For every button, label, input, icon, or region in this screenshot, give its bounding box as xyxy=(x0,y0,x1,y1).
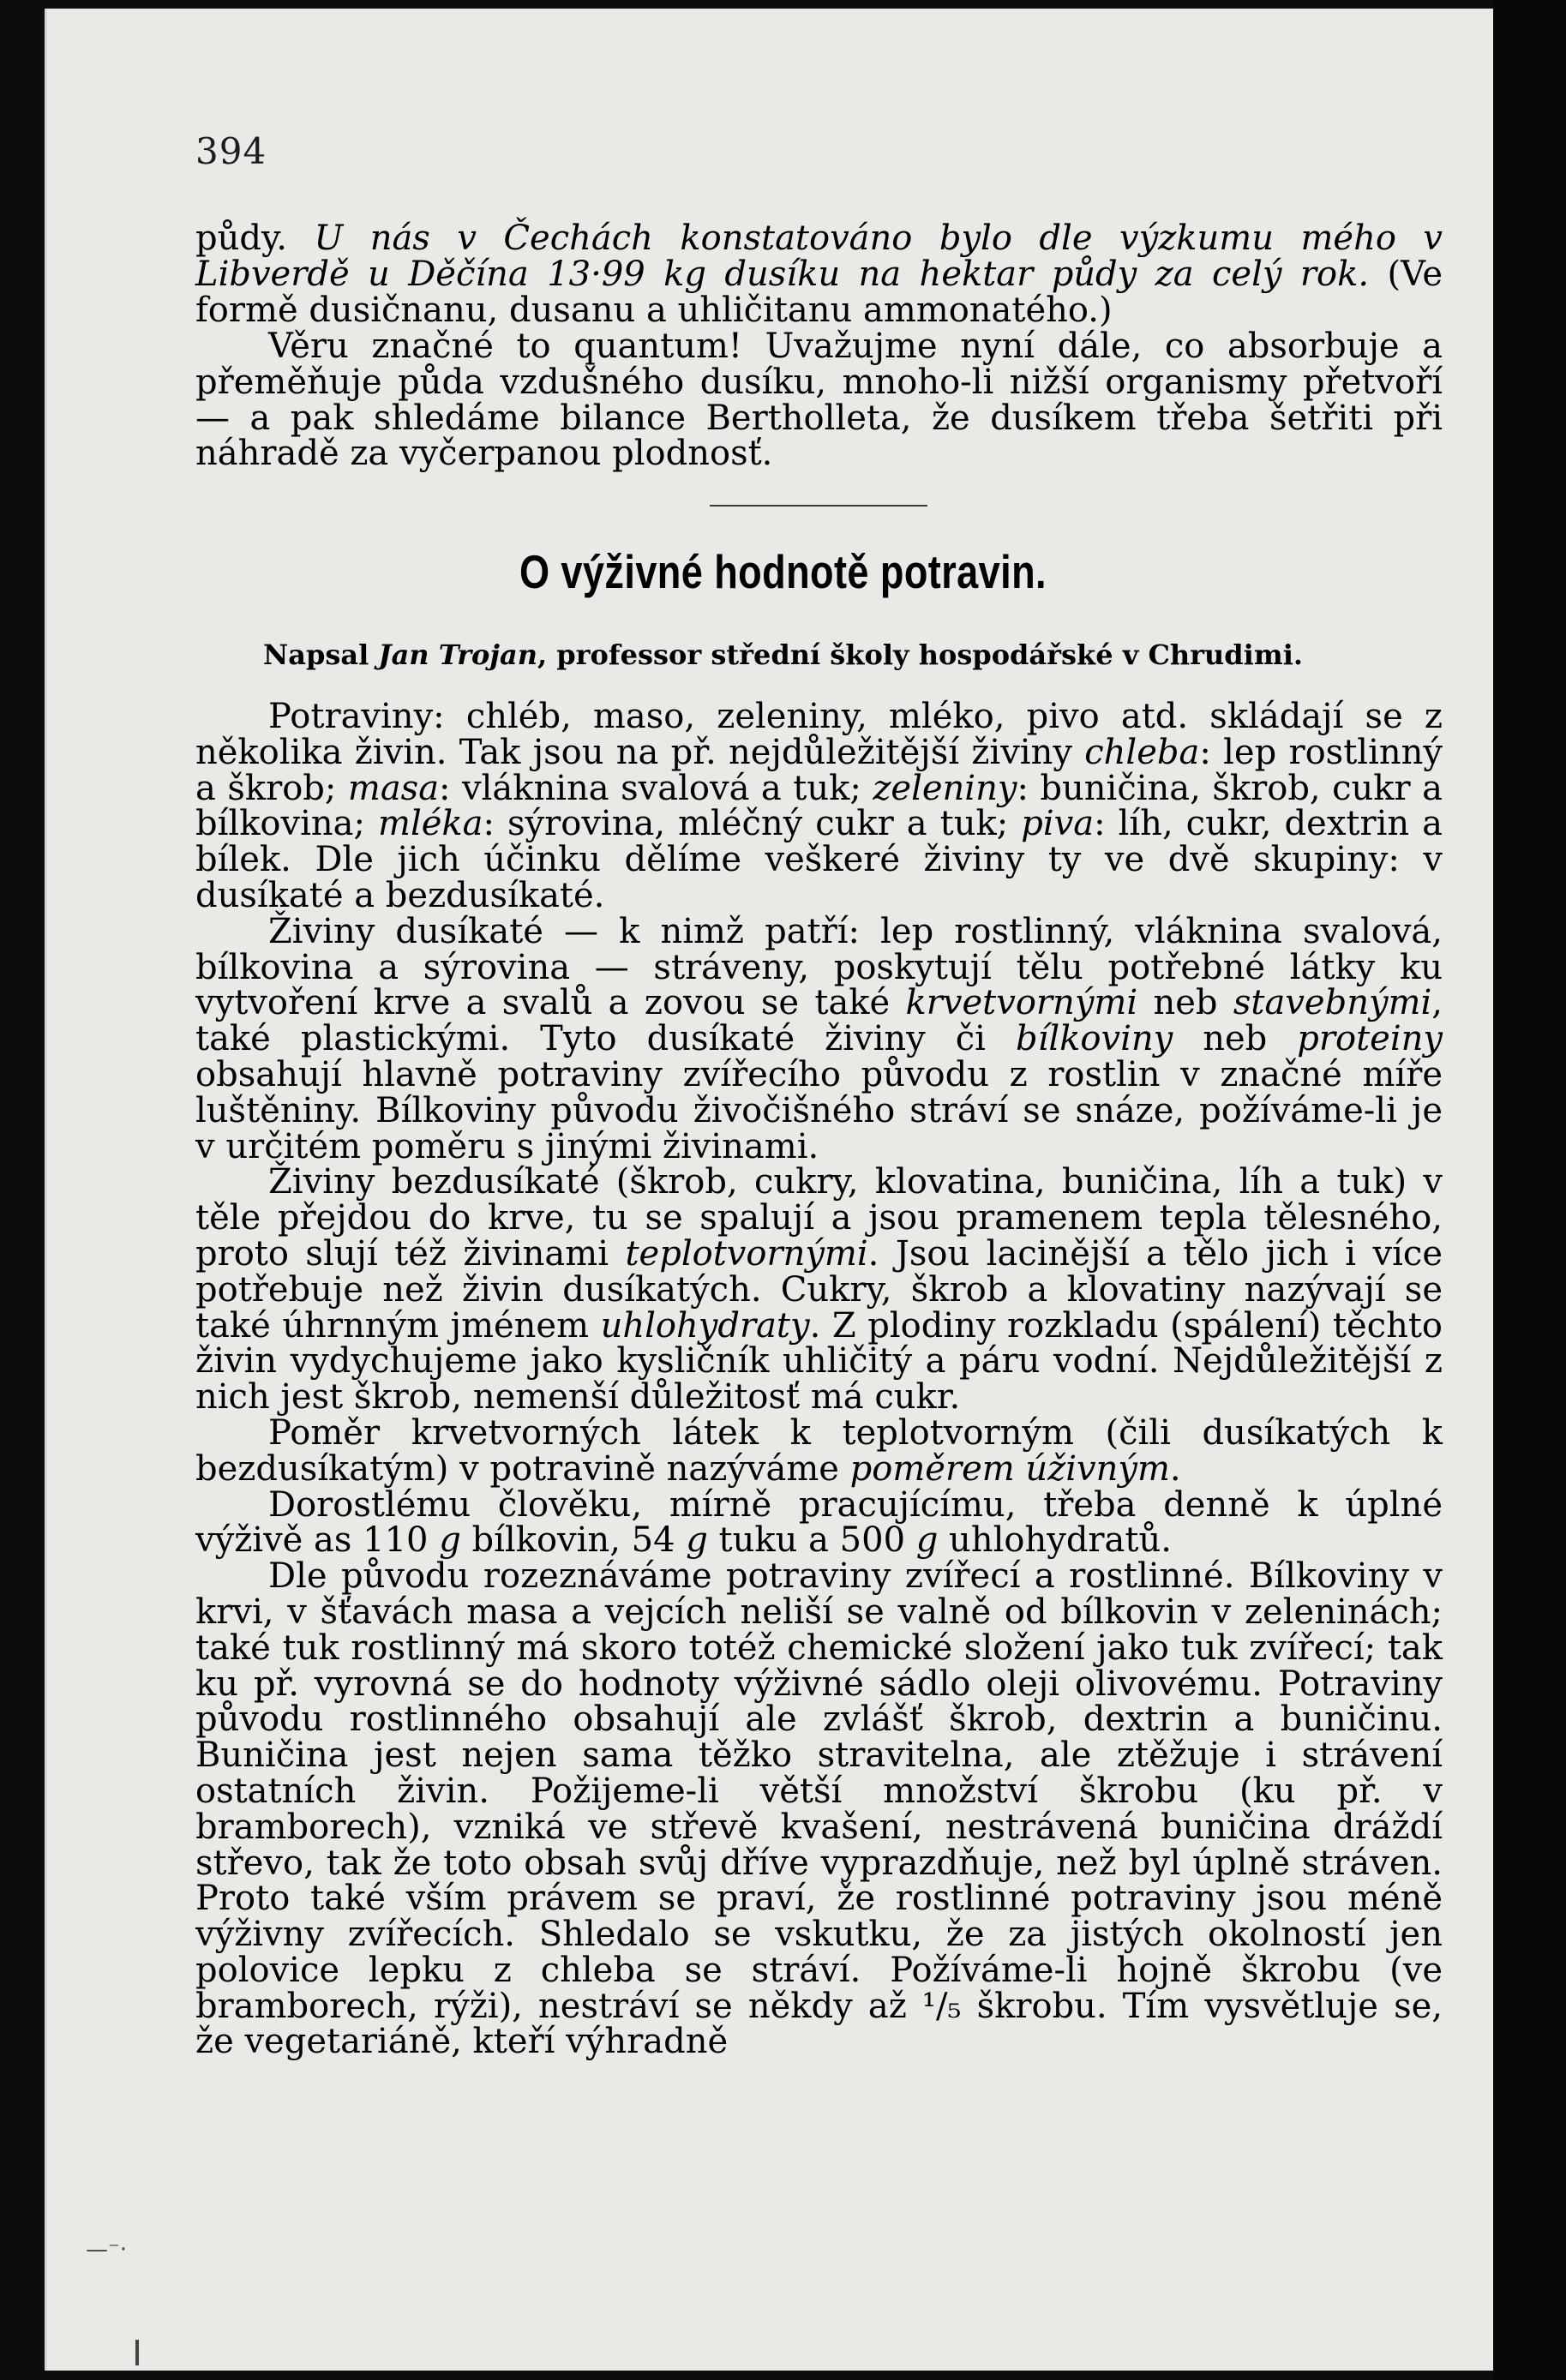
scan-artifact: —⁻· xyxy=(86,2237,127,2263)
scan-artifact-tick xyxy=(135,2340,139,2365)
scan-border xyxy=(1493,0,1566,2380)
intro-paragraph-2: Věru značné to quantum! Uvažujme nyní dále, co absorbuje a přeměňuje půda vzdušného dusíku, mnoho-li nižší organismy přetvoří — a pak shledáme bilance Bertholleta, že dusíkem třeba šetřiti při náhradě za vyčerpanou plodnosť. xyxy=(195,326,1443,474)
article-paragraph-2: Živiny dusíkaté — k nimž patří: lep rostlinný, vláknina svalová, bílkovina a sýrovina — stráveny, poskytují tělu potřebné látky ku vytvoření krve a svalů a zovou se také krvetvornými neb stavebnými, také plastickými. Tyto dusíkaté živiny či bílkoviny neb proteiny obsahují hlavně potraviny zvířecího původu z rostlin v značné míře luštěniny. Bílkoviny původu živočišného stráví se snáze, požíváme-li je v určitém poměru s jinými živinami. xyxy=(195,911,1443,1166)
article-paragraph-5: Dorostlému člověku, mírně pracujícímu, třeba denně k úplné výživě as 110 g bílkovin, 54 g tuku a 500 g uhlohydratů. xyxy=(195,1484,1443,1561)
intro-text xyxy=(195,221,1443,472)
page-number: 394 xyxy=(195,130,267,172)
article-body xyxy=(195,699,1443,2060)
intro-paragraph-1: půdy. U nás v Čechách konstatováno bylo dle výzkumu mého v Libverdě u Děčína 13·99 kg dusíku na hektar půdy za celý rok. (Ve formě dusičnanu, dusanu a uhličitanu ammonatého.) xyxy=(195,219,1443,330)
section-divider xyxy=(710,505,927,507)
article-paragraph-6: Dle původu rozeznáváme potraviny zvířecí a rostlinné. Bílkoviny v krvi, v šťavách masa a vejcích neliší se valně od bílkovin v zeleninách; také tuk rostlinný má skoro totéž chemické složení jako tuk zvířecí; tak ku př. vyrovná se do hodnoty výživné sádlo oleji olivovému. Potraviny původu rostlinného obsahují ale zvlášť škrob, dextrin a buničinu. Buničina jest nejen sama těžko stravitelna, ale ztěžuje i strávení ostatních živin. Požijeme-li větší množství škrobu (ku př. v bramborech), vzniká ve střevě kvašení, nestrávená buničina dráždí střevo, tak že toto obsah svůj dříve vyprazdňuje, než byl úplně stráven. Proto také vším právem se praví, že rostlinné potraviny jsou méně výživny zvířecích. Shledalo se vskutku, že za jistých okolností jen polovice lepku z chleba se stráví. Požíváme-li hojně škrobu (ve bramborech, rýži), nestráví se někdy až ¹/₅ škrobu. Tím vysvětluje se, že vegetariáně, kteří výhradně xyxy=(195,1556,1443,2062)
article-byline: Napsal Jan Trojan, professor střední školy hospodářské v Chrudimi. xyxy=(263,638,1303,671)
article-paragraph-1: Potraviny: chléb, maso, zeleniny, mléko, pivo atd. skládají se z několika živin. Tak jsou na př. nejdůležitější živiny chleba: lep rostlinný a škrob; masa: vláknina svalová a tuk; zeleniny: buničina, škrob, cukr a bílkovina; mléka: sýrovina, mléčný cukr a tuk; piva: líh, cukr, dextrin a bílek. Dle jich účinku dělíme veškeré živiny ty ve dvě skupiny: v dusíkaté a bezdusíkaté. xyxy=(195,697,1443,915)
article-title: O výživné hodnotě potravin. xyxy=(519,545,1047,598)
article-paragraph-4: Poměr krvetvorných látek k teplotvorným (čili dusíkatých k bezdusíkatým) v potravině nazýváme poměrem úživným. xyxy=(195,1412,1443,1489)
article-paragraph-3: Živiny bezdusíkaté (škrob, cukry, klovatina, buničina, líh a tuk) v těle přejdou do krve, tu se spalují a jsou pramenem tepla tělesného, proto slují též živinami teplotvornými. Jsou lacinější a tělo jich i více potřebuje než živin dusíkatých. Cukry, škrob a klovatiny nazývají se také úhrnným jménem uhlohydraty. Z plodiny rozkladu (spálení) těchto živin vydychujeme jako kysličník uhličitý a páru vodní. Nejdůležitější z nich jest škrob, nemenší důležitosť má cukr. xyxy=(195,1162,1443,1418)
